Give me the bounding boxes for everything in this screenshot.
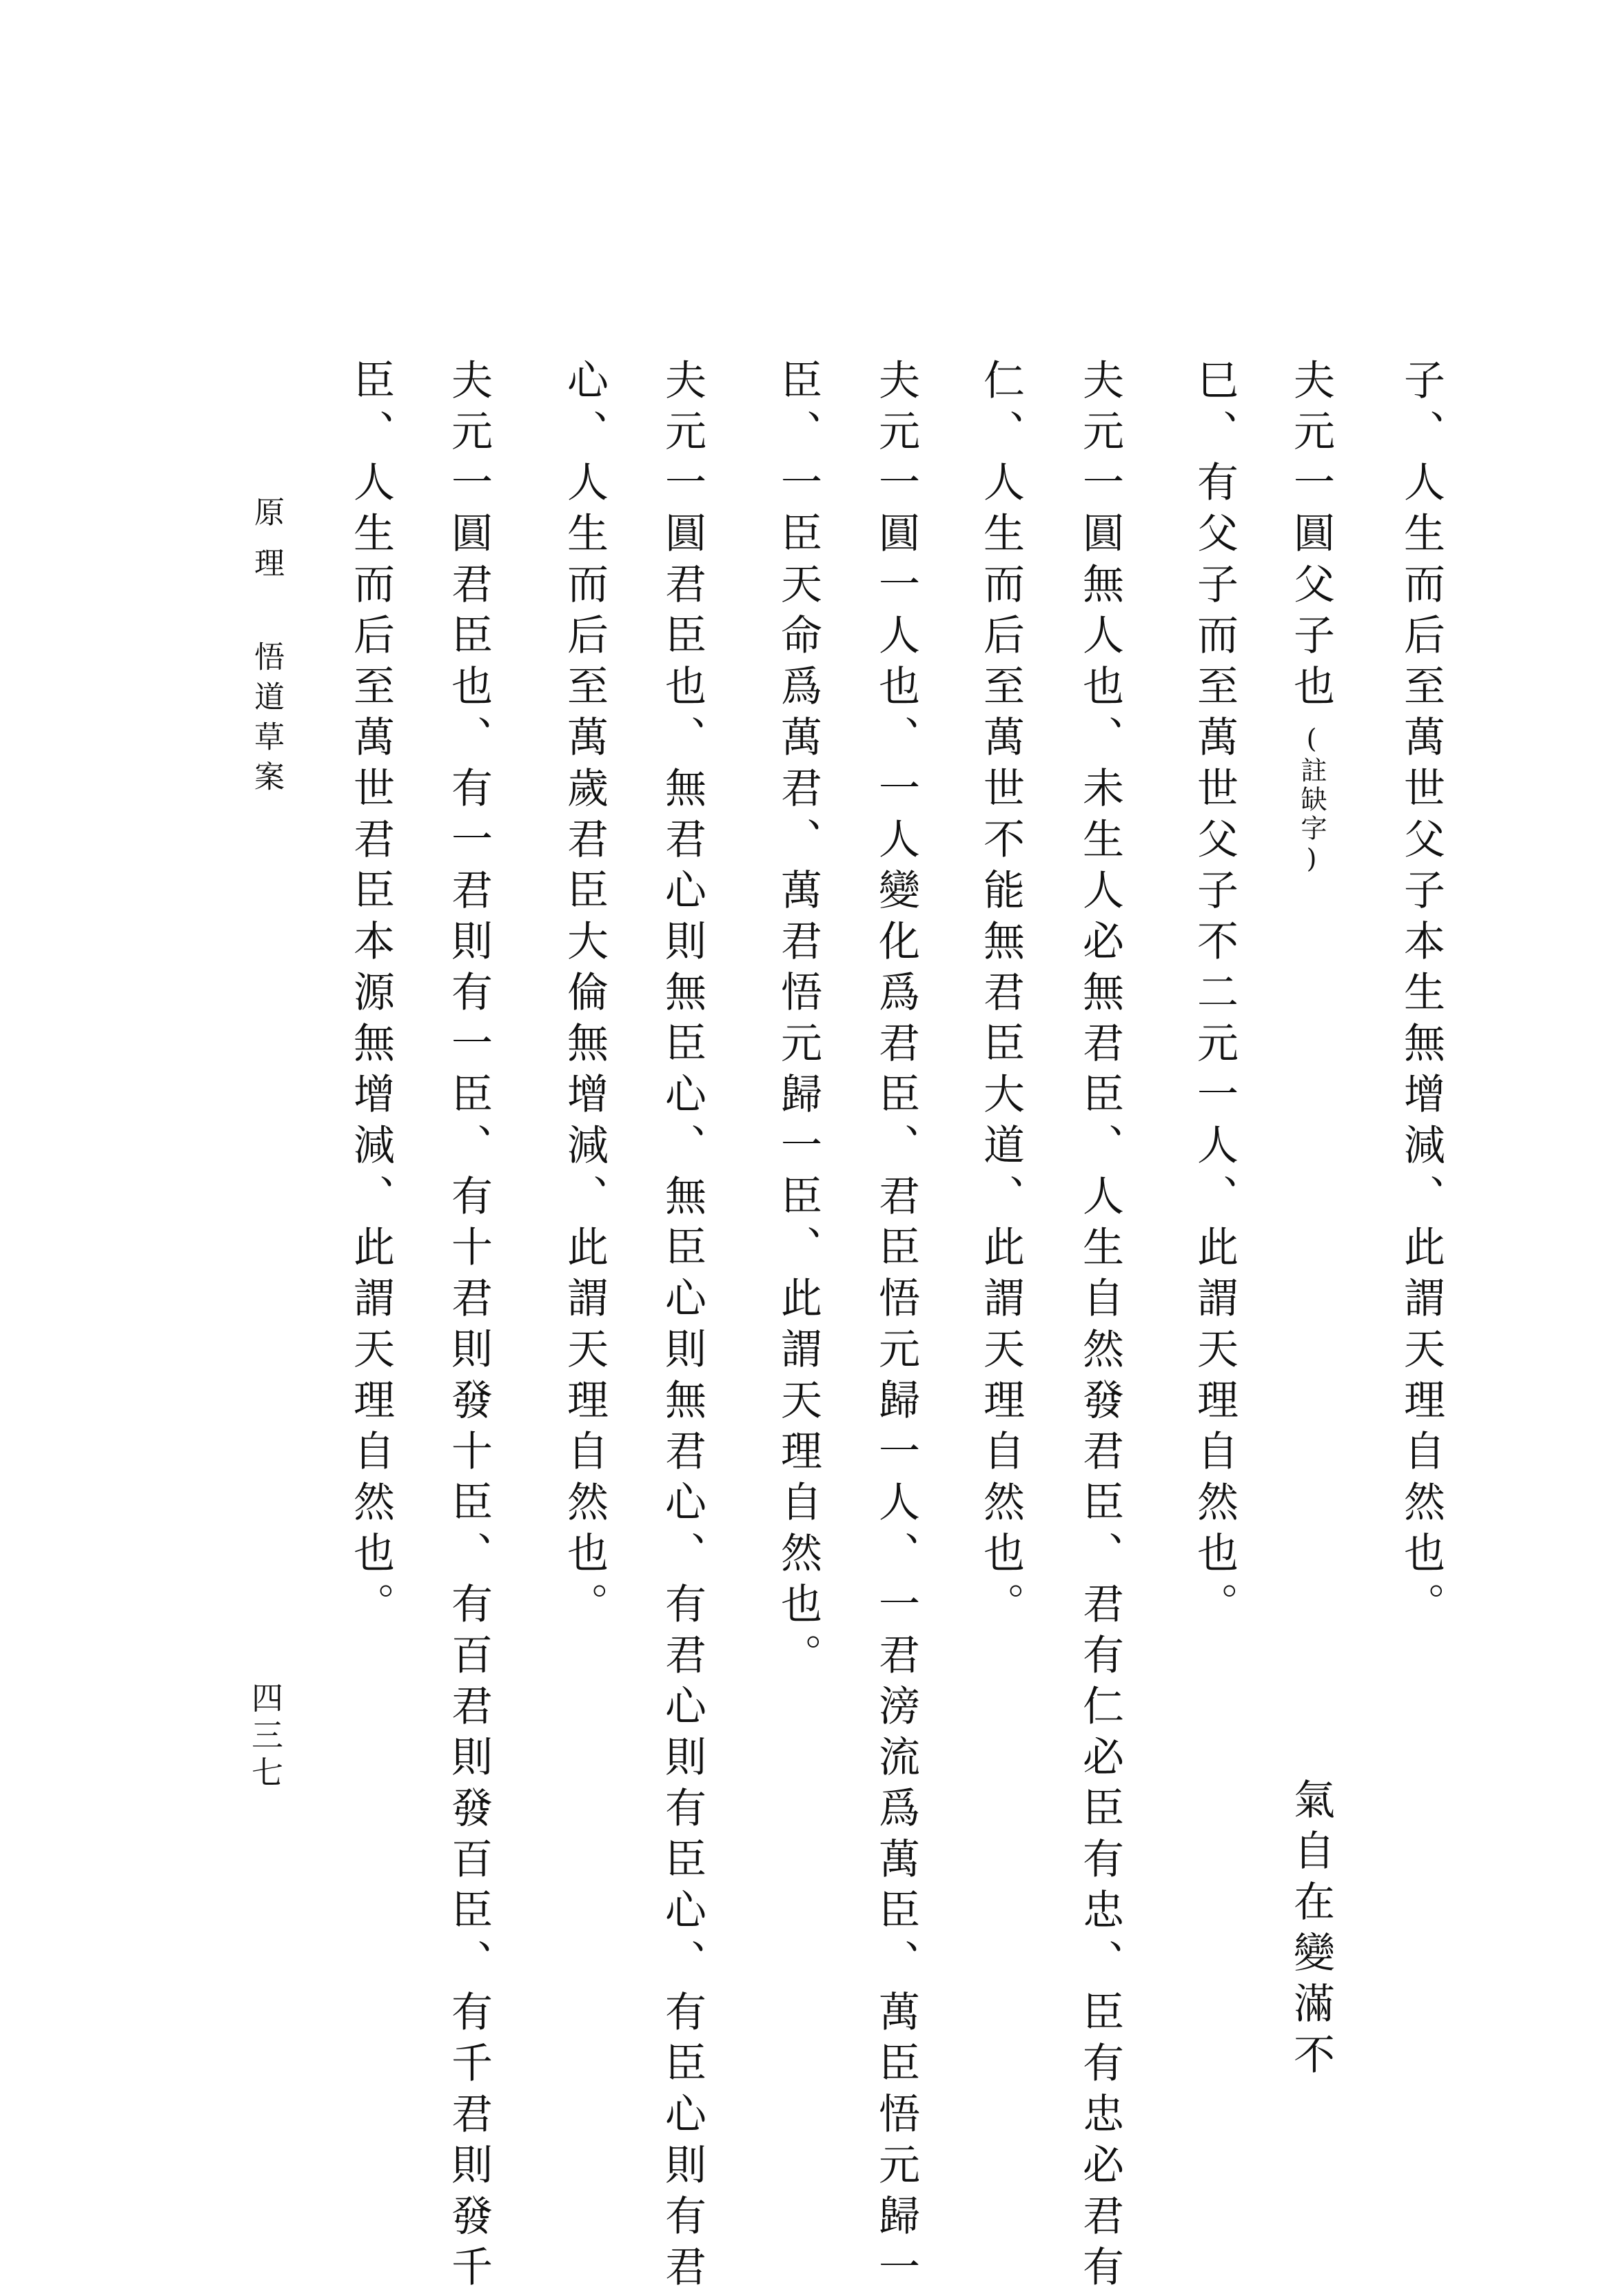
text-column-3: 巳、有父子而至萬世父子不二元一人、此謂天理自然也。 <box>1190 358 1239 1633</box>
text-column-10: 夫元一圓君臣也、有一君則有一臣、有十君則發十臣、有百君則發百臣、有千君則發千 <box>445 358 493 2296</box>
text-column-2: 夫元一圓父子也 <box>1287 358 1335 715</box>
text-column-2-tail: 氣自在變滿不 <box>1287 1778 1335 2084</box>
running-header-title: 原理 <box>249 496 284 598</box>
page-number: 四三七 <box>247 1681 284 1793</box>
text-column-1: 子、人生而后至萬世父子本生無增減、此謂天理自然也。 <box>1397 358 1445 1633</box>
text-column-6: 夫元一圓一人也、一人變化爲君臣、君臣悟元歸一人、一君滂流爲萬臣、萬臣悟元歸一 <box>872 358 920 2296</box>
text-column-11: 臣、人生而后至萬世君臣本源無增減、此謂天理自然也。 <box>347 358 395 1633</box>
text-column-7: 臣、一臣天命爲萬君、萬君悟元歸一臣、此謂天理自然也。 <box>774 358 822 1684</box>
text-column-9: 心、人生而后至萬歲君臣大倫無增減、此謂天理自然也。 <box>560 358 609 1633</box>
text-column-4: 夫元一圓無人也、未生人必無君臣、人生自然發君臣、君有仁必臣有忠、臣有忠必君有 <box>1076 358 1124 2296</box>
text-column-8: 夫元一圓君臣也、無君心則無臣心、無臣心則無君心、有君心則有臣心、有臣心則有君 <box>658 358 706 2296</box>
inline-annotation: (註缺字) <box>1296 724 1327 877</box>
text-column-5: 仁、人生而后至萬世不能無君臣大道、此謂天理自然也。 <box>977 358 1025 1633</box>
running-header-subtitle: 悟道草案 <box>249 641 284 801</box>
